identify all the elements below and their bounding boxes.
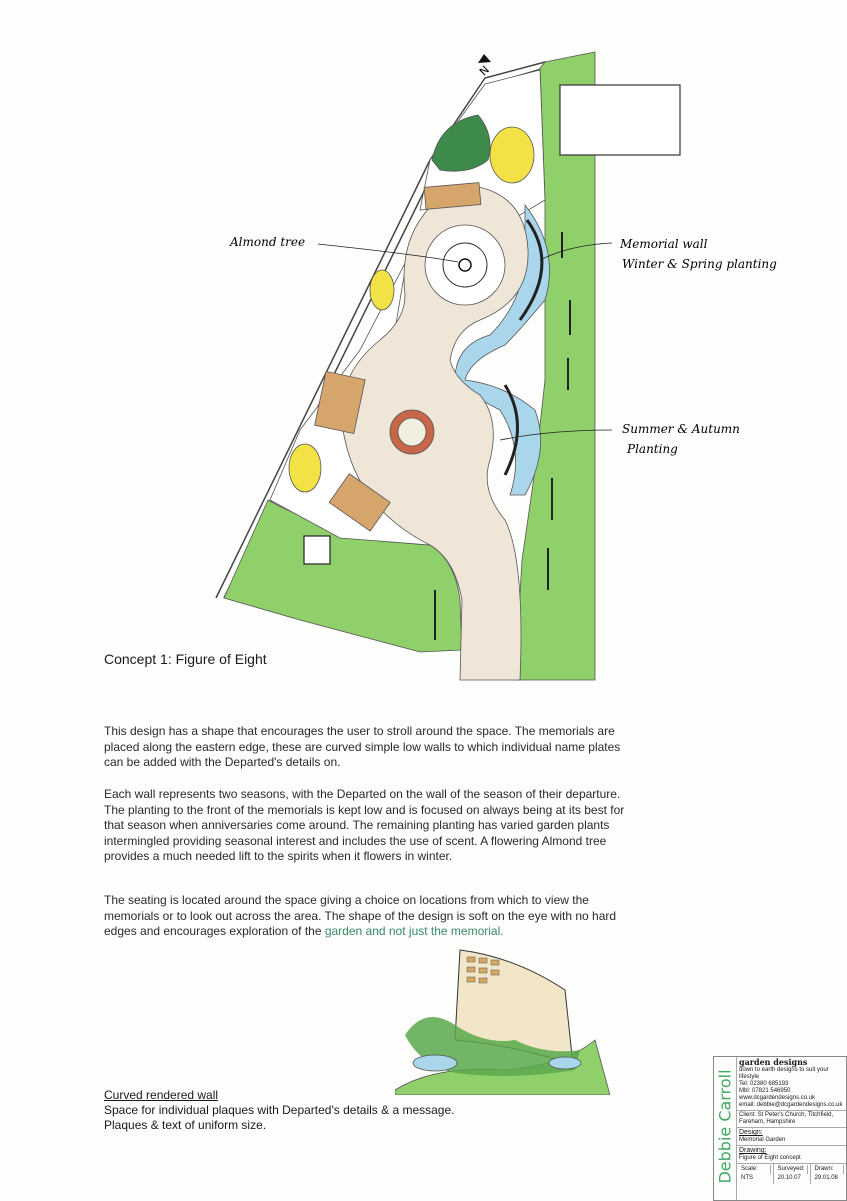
flowering-shrub: [289, 444, 321, 492]
drawing-value: Figure of Eight concept: [739, 1155, 801, 1161]
caption-line: Space for individual plaques with Departed's details & a message.: [104, 1103, 455, 1117]
surveyed-label: Surveyed:: [776, 1165, 808, 1174]
drawn-cell: [811, 1164, 847, 1184]
company-info: [737, 1057, 846, 1111]
seating-text: The seating is located around the space giving a choice on locations from which to view the memorials or to look out across the area. The shape of the design is soft on the eye with no hard edges and encourages exploration of the: [104, 893, 617, 938]
north-arrow: [477, 54, 492, 78]
north-label: N: [476, 63, 492, 79]
drawn-label: Drawn:: [813, 1165, 845, 1174]
company-name: garden designs: [739, 1057, 808, 1067]
design-value: Memorial Garden: [739, 1137, 786, 1143]
design-info: [737, 1128, 846, 1146]
designer-name-strip: [714, 1057, 737, 1200]
scale-cell: [737, 1164, 774, 1184]
sketch-pond: [549, 1057, 581, 1069]
designer-name: Debbie Carroll: [715, 1069, 735, 1184]
scale-label: Scale:: [739, 1165, 771, 1174]
company-tagline: down to earth designs to suit your lifestyle: [739, 1067, 829, 1080]
wall-caption: [104, 1088, 455, 1133]
notice-board: [304, 536, 330, 564]
surveyed-cell: [774, 1164, 811, 1184]
company-website: www.dcgardendesigns.co.uk: [739, 1095, 816, 1101]
seating-text-highlight: garden and not just the memorial.: [324, 924, 504, 938]
drawing-info: [737, 1146, 846, 1164]
description-paragraph: This design has a shape that encourages the user to stroll around the space. The memorials are placed along the eastern edge, these are curved simple low walls to which individual name plates can be added with the Departed's details on.: [104, 724, 621, 769]
company-email: email: debbie@dcgardendesigns.co.uk: [739, 1102, 843, 1108]
label-planting: Planting: [627, 442, 678, 456]
client-info: Client: St Peter's Church, Titchfield, Fareham, Hampshire: [737, 1111, 846, 1128]
company-tel: Tel: 02380 685193: [739, 1081, 789, 1087]
title-block: [713, 1056, 847, 1201]
label-summer-autumn: Summer & Autumn: [622, 422, 740, 436]
drawing-label: Drawing:: [739, 1147, 767, 1154]
caption-title: Curved rendered wall: [104, 1088, 219, 1102]
seating-paragraph: [104, 893, 634, 940]
planting-paragraph: Each wall represents two seasons, with the Departed on the wall of the season of their departure. The planting to the front of the memorials is kept low and is focused on always being at its best for that season when anniversaries come around. The remaining planting has varied garden plants intermingled providing seasonal interest and includes the use of scent. A flowering Almond tree provides a much needed lift to the spirits when it flowers in winter.: [104, 787, 625, 863]
building: [560, 85, 680, 155]
dates-row: [737, 1164, 846, 1184]
label-almond-tree: Almond tree: [230, 235, 306, 249]
almond-tree-planter: [443, 243, 487, 287]
surveyed-value: 20.10.07: [777, 1175, 801, 1181]
flowering-shrub: [370, 270, 394, 310]
scale-value: NTS: [741, 1175, 753, 1181]
label-memorial-wall: Memorial wall: [620, 237, 708, 251]
concept-title: Concept 1: Figure of Eight: [104, 651, 267, 667]
sketch-pond: [413, 1055, 457, 1071]
evergreen-shrub: [432, 115, 490, 171]
company-mobile: Mbl: 07821 546950: [739, 1088, 791, 1094]
drawn-value: 29.01.08: [814, 1175, 838, 1181]
flowering-shrub: [490, 127, 534, 183]
central-feature-inner: [398, 418, 426, 446]
bench: [424, 183, 481, 210]
curved-wall-sketch: [395, 945, 610, 1095]
caption-line: Plaques & text of uniform size.: [104, 1118, 267, 1132]
label-winter-spring: Winter & Spring planting: [622, 257, 777, 271]
design-label: Design:: [739, 1129, 763, 1136]
